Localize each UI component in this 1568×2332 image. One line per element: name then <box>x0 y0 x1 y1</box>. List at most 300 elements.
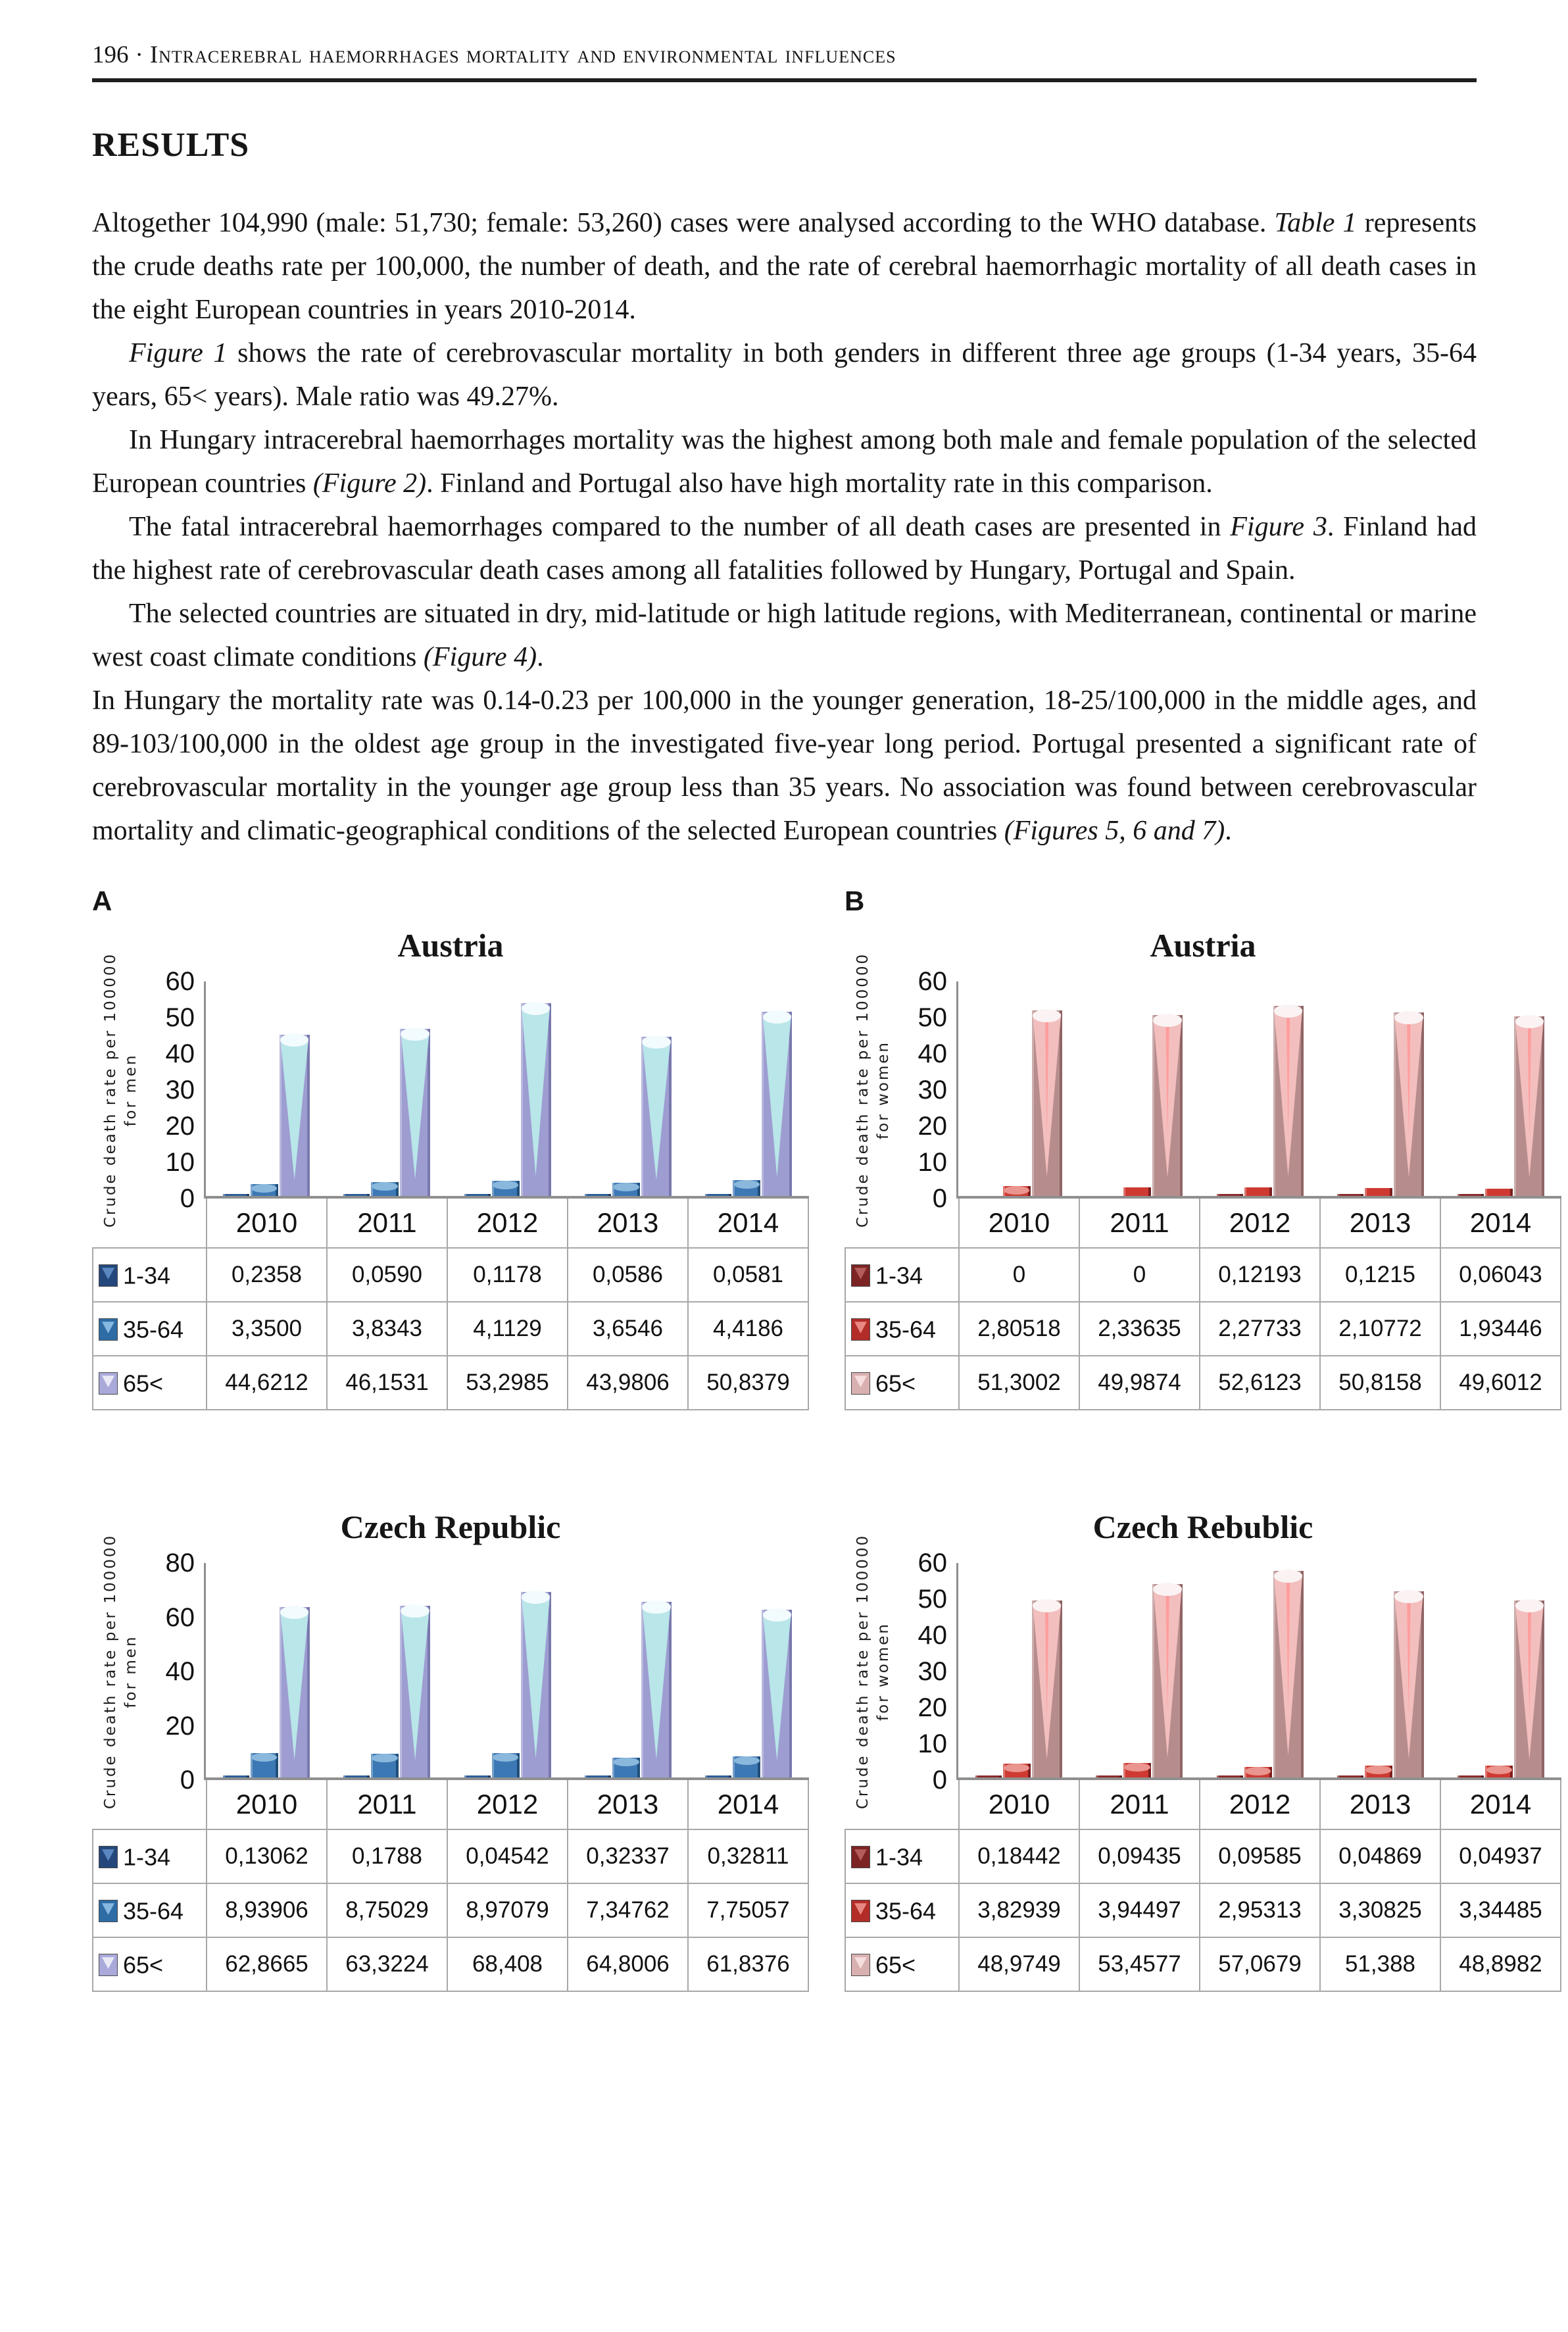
bar-cap <box>613 1183 639 1191</box>
value-cell-1-34-2012: 0,09585 <box>1200 1829 1320 1883</box>
data-table <box>845 1199 1561 1410</box>
bar-35-64-2011 <box>371 1754 399 1777</box>
legend-marker-icon <box>851 1900 870 1922</box>
bar-cap <box>1486 1766 1512 1774</box>
value-cell-35-64-2013: 3,30825 <box>1320 1883 1440 1937</box>
bar-65<-2013 <box>1394 1591 1424 1777</box>
x-axis-years <box>845 1199 1561 1248</box>
x-tick-label: 2011 <box>327 1780 447 1829</box>
value-cell-65<-2014: 61,8376 <box>688 1937 808 1991</box>
paragraph: In Hungary intracerebral haemorrhages mortality was the highest among both male and female population of the selected European countries (Figure 2). Finland and Portugal also have high mortality rate in this comparison. <box>92 425 1477 499</box>
value-cell-1-34-2013: 0,32337 <box>568 1829 688 1883</box>
value-cell-65<-2011: 46,1531 <box>327 1356 447 1410</box>
value-cell-35-64-2013: 3,6546 <box>568 1302 688 1356</box>
bar-65<-2012 <box>521 1592 551 1777</box>
legend-marker-icon <box>99 1318 118 1341</box>
value-cell-35-64-2011: 3,94497 <box>1079 1883 1200 1937</box>
data-table <box>92 1199 809 1410</box>
bar-highlight <box>401 1609 429 1760</box>
bar-cap <box>1274 1005 1302 1018</box>
bar-65<-2010 <box>280 1035 310 1196</box>
bar-cap <box>1365 1766 1391 1774</box>
bar-cap <box>1515 1599 1544 1612</box>
series-name: 65< <box>875 1370 916 1397</box>
y-axis-label: Crude death rate per 100000 for men <box>102 1533 139 1810</box>
y-tick-label: 60 <box>165 1602 195 1632</box>
bar-1-34-2010 <box>975 1775 1002 1777</box>
value-cell-1-34-2014: 0,06043 <box>1440 1248 1561 1302</box>
chart-panel-czech-men <box>92 1508 809 1992</box>
value-cell-35-64-2010: 8,93906 <box>207 1883 327 1937</box>
bar-highlight <box>642 1605 670 1760</box>
value-cell-35-64-2013: 2,10772 <box>1320 1302 1440 1356</box>
plot-area <box>956 1563 1561 1780</box>
bar-group-2010 <box>206 981 326 1196</box>
series-label-cell <box>93 1248 207 1302</box>
y-axis-ticks <box>902 1549 956 1795</box>
bar-35-64-2012 <box>1244 1767 1272 1777</box>
value-cell-35-64-2010: 2,80518 <box>959 1302 1079 1356</box>
chart-title: Austria <box>1150 927 1256 964</box>
value-cell-65<-2013: 50,8158 <box>1320 1356 1440 1410</box>
bar-35-64-2012 <box>492 1181 520 1196</box>
bar-35-64-2011 <box>1123 1187 1151 1196</box>
bar-35-64-2010 <box>1003 1186 1031 1196</box>
table-row-35-64 <box>845 1302 1561 1356</box>
value-cell-35-64-2013: 7,34762 <box>568 1883 688 1937</box>
bar-65<-2010 <box>1032 1010 1062 1196</box>
value-cell-1-34-2010: 0,2358 <box>207 1248 327 1302</box>
series-label-cell <box>845 1356 959 1410</box>
bar-1-34-2014 <box>705 1775 731 1777</box>
bar-cap <box>613 1758 639 1766</box>
bar-35-64-2011 <box>1123 1763 1151 1777</box>
bar-1-34-2011 <box>343 1775 370 1777</box>
value-cell-65<-2012: 57,0679 <box>1200 1937 1320 1991</box>
bar-highlight <box>522 1595 550 1758</box>
x-tick-label: 2010 <box>959 1780 1079 1829</box>
bar-35-64-2013 <box>1365 1188 1392 1196</box>
bar-35-64-2012 <box>1244 1187 1272 1196</box>
bar-1-34-2010 <box>223 1194 249 1196</box>
bar-35-64-2010 <box>251 1184 278 1196</box>
page-content <box>92 0 1542 1992</box>
bar-cap <box>1245 1767 1271 1775</box>
bar-group-2011 <box>326 981 447 1196</box>
bar-group-2013 <box>568 981 688 1196</box>
bar-35-64-2014 <box>1485 1766 1513 1777</box>
series-name: 35-64 <box>123 1897 184 1925</box>
bar-cap <box>1004 1186 1029 1195</box>
bar-1-34-2014 <box>1458 1775 1484 1777</box>
y-tick-label: 40 <box>918 1039 947 1068</box>
x-tick-label: 2012 <box>1200 1199 1320 1248</box>
value-cell-1-34-2014: 0,04937 <box>1440 1829 1561 1883</box>
x-tick-label: 2011 <box>1079 1780 1200 1829</box>
y-tick-label: 50 <box>918 1585 947 1614</box>
bar-cap <box>372 1182 397 1191</box>
series-name: 1-34 <box>875 1262 923 1289</box>
value-cell-1-34-2012: 0,04542 <box>447 1829 568 1883</box>
bar-65<-2014 <box>1514 1016 1544 1196</box>
series-label-cell <box>845 1302 959 1356</box>
value-cell-65<-2014: 48,8982 <box>1440 1937 1561 1991</box>
series-label-cell <box>93 1302 207 1356</box>
value-cell-35-64-2014: 3,34485 <box>1440 1883 1561 1937</box>
x-tick-label: 2014 <box>1440 1199 1561 1248</box>
bar-group-2011 <box>1079 1563 1199 1777</box>
bar-cap <box>1153 1583 1181 1596</box>
data-table <box>92 1780 809 1992</box>
figure-column-b <box>845 885 1561 1992</box>
x-axis-years <box>845 1780 1561 1829</box>
table-row-35-64 <box>845 1883 1561 1937</box>
value-cell-35-64-2014: 7,75057 <box>688 1883 808 1937</box>
x-tick-label: 2013 <box>1320 1780 1440 1829</box>
bar-35-64-2013 <box>612 1758 640 1777</box>
plot-area <box>204 981 809 1199</box>
bar-highlight <box>280 1038 308 1180</box>
value-cell-65<-2010: 51,3002 <box>959 1356 1079 1410</box>
y-tick-label: 20 <box>165 1112 195 1141</box>
bar-1-34-2014 <box>705 1194 731 1196</box>
y-tick-label: 0 <box>180 1184 195 1213</box>
series-name: 35-64 <box>875 1316 937 1343</box>
value-cell-35-64-2011: 8,75029 <box>327 1883 447 1937</box>
series-label-cell <box>845 1883 959 1937</box>
bar-group-2010 <box>206 1563 326 1777</box>
running-head-title: Intracerebral haemorrhages mortality and environmental influences <box>149 41 896 68</box>
x-tick-label: 2011 <box>1079 1199 1200 1248</box>
y-tick-label: 0 <box>932 1184 947 1213</box>
bar-35-64-2013 <box>612 1183 640 1196</box>
x-tick-label: 2010 <box>207 1199 327 1248</box>
bar-1-34-2012 <box>464 1775 491 1777</box>
bar-highlight <box>763 1015 791 1177</box>
value-cell-1-34-2011: 0,1788 <box>327 1829 447 1883</box>
value-cell-1-34-2011: 0 <box>1079 1248 1200 1302</box>
y-tick-label: 40 <box>918 1621 947 1650</box>
bar-65<-2014 <box>1514 1600 1544 1777</box>
bar-group-2013 <box>1320 1563 1440 1777</box>
value-cell-35-64-2010: 3,3500 <box>207 1302 327 1356</box>
value-cell-1-34-2014: 0,32811 <box>688 1829 808 1883</box>
bar-65<-2013 <box>641 1602 672 1777</box>
panel-label-b: B <box>845 885 865 916</box>
bar-group-2013 <box>1320 981 1440 1196</box>
bar-cap <box>280 1033 308 1047</box>
table-row-65< <box>845 1937 1561 1991</box>
bar-group-2012 <box>1200 1563 1320 1777</box>
value-cell-1-34-2010: 0,13062 <box>207 1829 327 1883</box>
bar-group-2012 <box>1200 981 1320 1196</box>
bar-35-64-2010 <box>1003 1764 1031 1777</box>
bar-group-2014 <box>689 981 809 1196</box>
value-cell-65<-2014: 49,6012 <box>1440 1356 1561 1410</box>
header-separator: · <box>135 41 143 68</box>
value-cell-1-34-2010: 0 <box>959 1248 1079 1302</box>
y-axis-ticks <box>902 967 956 1213</box>
paragraph: Altogether 104,990 (male: 51,730; female: 53,260) cases were analysed according to the WHO database. Table 1 represents the crude deaths rate per 100,000, the number of death, and the rate of cerebral haemorrhagic mortality of all death cases in the eight European countries in years 2010-2014. <box>92 208 1477 325</box>
value-cell-1-34-2014: 0,0581 <box>688 1248 808 1302</box>
section-heading: RESULTS <box>92 126 250 164</box>
bar-group-2012 <box>447 981 568 1196</box>
x-tick-label: 2014 <box>1440 1780 1561 1829</box>
series-name: 1-34 <box>875 1843 923 1871</box>
table-row-65< <box>93 1937 808 1991</box>
figure-column-a <box>92 885 809 1992</box>
y-tick-label: 50 <box>918 1003 947 1032</box>
value-cell-65<-2014: 50,8379 <box>688 1356 808 1410</box>
value-cell-35-64-2014: 4,4186 <box>688 1302 808 1356</box>
y-axis-label: Crude death rate per 100000 for women <box>854 1533 892 1810</box>
x-tick-label: 2010 <box>959 1199 1079 1248</box>
table-row-35-64 <box>93 1883 808 1937</box>
value-cell-1-34-2013: 0,0586 <box>568 1248 688 1302</box>
series-label-cell <box>93 1356 207 1410</box>
x-axis-years <box>93 1780 808 1829</box>
bar-cap <box>1033 1009 1061 1022</box>
legend-marker-icon <box>851 1318 870 1341</box>
bar-cap <box>493 1181 518 1189</box>
bar-35-64-2014 <box>733 1180 760 1196</box>
bar-65<-2011 <box>400 1029 430 1196</box>
x-tick-label: 2014 <box>688 1199 808 1248</box>
y-tick-label: 10 <box>918 1148 947 1177</box>
y-axis-ticks <box>150 967 204 1213</box>
series-label-cell <box>93 1883 207 1937</box>
chart-title: Austria <box>397 927 504 964</box>
value-cell-65<-2013: 51,388 <box>1320 1937 1440 1991</box>
chart-title: Czech Republic <box>340 1508 561 1545</box>
series-name: 35-64 <box>123 1316 184 1343</box>
series-label-cell <box>845 1829 959 1883</box>
x-tick-label: 2014 <box>688 1780 808 1829</box>
paragraph: The selected countries are situated in dry, mid-latitude or high latitude regions, with Mediterranean, continental or marine west coast climate conditions (Figure 4). <box>92 599 1477 672</box>
value-cell-35-64-2012: 4,1129 <box>447 1302 568 1356</box>
legend-marker-icon <box>99 1846 118 1868</box>
bar-highlight <box>401 1032 429 1179</box>
value-cell-35-64-2014: 1,93446 <box>1440 1302 1561 1356</box>
x-tick-label: 2011 <box>327 1199 447 1248</box>
bar-35-64-2010 <box>251 1753 278 1777</box>
bar-1-34-2012 <box>464 1194 491 1196</box>
bar-65<-2012 <box>1273 1571 1304 1777</box>
bar-group-2011 <box>1079 981 1199 1196</box>
bar-cap <box>642 1600 670 1614</box>
bar-cap <box>734 1756 760 1765</box>
x-tick-label: 2010 <box>207 1780 327 1829</box>
y-tick-label: 80 <box>165 1549 195 1577</box>
y-tick-label: 20 <box>918 1693 947 1722</box>
y-tick-label: 10 <box>165 1148 195 1177</box>
series-name: 65< <box>123 1370 164 1397</box>
bar-65<-2011 <box>1152 1015 1183 1196</box>
results-paragraphs <box>92 201 1477 853</box>
bar-65<-2013 <box>641 1037 672 1196</box>
bar-cap <box>251 1753 277 1762</box>
paragraph: In Hungary the mortality rate was 0.14-0.23 per 100,000 in the younger generation, 18-25/100,000 in the middle ages, and 89-103/100,000 in the oldest age group in the investigated five-year long period. Portugal presented a significant rate of cerebrovascular mortality in the younger age group less than 35 years. No association was found between cerebrovascular mortality and climatic-geographical conditions of the selected European countries (Figures 5, 6 and 7). <box>92 685 1477 846</box>
figure-grid <box>92 885 1542 1992</box>
bar-35-64-2014 <box>733 1756 760 1777</box>
series-label-cell <box>93 1937 207 1991</box>
bar-1-34-2010 <box>223 1775 249 1777</box>
bar-group-2011 <box>326 1563 447 1777</box>
series-name: 35-64 <box>875 1897 937 1925</box>
header-rule <box>92 78 1477 82</box>
y-tick-label: 60 <box>165 967 195 996</box>
y-tick-label: 40 <box>165 1039 195 1068</box>
value-cell-65<-2012: 53,2985 <box>447 1356 568 1410</box>
value-cell-35-64-2012: 2,95313 <box>1200 1883 1320 1937</box>
page-number: 196 <box>92 41 129 68</box>
y-tick-label: 30 <box>918 1076 947 1104</box>
panel-label-a: A <box>92 885 112 916</box>
value-cell-1-34-2013: 0,04869 <box>1320 1829 1440 1883</box>
y-tick-label: 10 <box>918 1729 947 1758</box>
bar-1-34-2013 <box>1337 1194 1363 1196</box>
value-cell-35-64-2011: 3,8343 <box>327 1302 447 1356</box>
x-axis-years <box>93 1199 808 1248</box>
value-cell-35-64-2012: 8,97079 <box>447 1883 568 1937</box>
series-name: 1-34 <box>123 1843 171 1871</box>
bar-cap <box>763 1608 791 1622</box>
legend-marker-icon <box>99 1954 118 1976</box>
bar-65<-2010 <box>280 1607 310 1777</box>
legend-marker-icon <box>99 1264 118 1287</box>
bar-highlight <box>642 1040 670 1180</box>
y-tick-label: 30 <box>165 1076 195 1104</box>
bar-cap <box>372 1754 397 1762</box>
bar-cap <box>1004 1764 1029 1772</box>
bar-1-34-2013 <box>585 1194 611 1196</box>
bar-65<-2014 <box>762 1610 792 1777</box>
value-cell-65<-2010: 48,9749 <box>959 1937 1079 1991</box>
value-cell-1-34-2011: 0,0590 <box>327 1248 447 1302</box>
bar-35-64-2013 <box>1365 1766 1392 1777</box>
chart-panel-austria-men <box>92 926 809 1410</box>
y-tick-label: 0 <box>180 1766 195 1795</box>
bar-cap <box>522 1002 550 1015</box>
bar-65<-2012 <box>521 1003 551 1196</box>
x-tick-label: 2013 <box>568 1780 688 1829</box>
value-cell-65<-2010: 44,6212 <box>207 1356 327 1410</box>
bar-1-34-2011 <box>343 1194 370 1196</box>
value-cell-35-64-2010: 3,82939 <box>959 1883 1079 1937</box>
bar-group-2010 <box>958 1563 1079 1777</box>
table-row-1-34 <box>93 1248 808 1302</box>
bar-1-34-2013 <box>1337 1775 1363 1777</box>
bar-35-64-2012 <box>492 1753 520 1777</box>
value-cell-1-34-2011: 0,09435 <box>1079 1829 1200 1883</box>
value-cell-65<-2010: 62,8665 <box>207 1937 327 1991</box>
bar-highlight <box>763 1613 791 1760</box>
bar-65<-2011 <box>400 1606 430 1777</box>
bar-cap <box>493 1753 518 1762</box>
series-label-cell <box>845 1248 959 1302</box>
bar-65<-2014 <box>762 1012 792 1196</box>
running-head <box>92 0 1477 69</box>
bar-65<-2011 <box>1152 1584 1183 1777</box>
value-cell-65<-2011: 63,3224 <box>327 1937 447 1991</box>
bar-highlight <box>522 1006 550 1176</box>
paragraph: The fatal intracerebral haemorrhages compared to the number of all death cases are presented in Figure 3. Finland had the highest rate of cerebrovascular death cases among all fatalities followed by Hungary, Portugal and Spain. <box>92 512 1477 585</box>
plot-area <box>204 1563 809 1780</box>
bar-cap <box>401 1028 429 1041</box>
bar-group-2014 <box>689 1563 809 1777</box>
y-tick-label: 20 <box>165 1711 195 1741</box>
value-cell-1-34-2012: 0,1178 <box>447 1248 568 1302</box>
bar-1-34-2014 <box>1458 1194 1484 1196</box>
plot-area <box>956 981 1561 1199</box>
x-tick-label: 2012 <box>1200 1780 1320 1829</box>
legend-marker-icon <box>851 1954 870 1976</box>
x-tick-label: 2013 <box>568 1199 688 1248</box>
bar-group-2014 <box>1441 1563 1561 1777</box>
table-row-35-64 <box>93 1302 808 1356</box>
value-cell-65<-2013: 64,8006 <box>568 1937 688 1991</box>
y-tick-label: 0 <box>932 1766 947 1795</box>
table-row-1-34 <box>845 1829 1561 1883</box>
bar-35-64-2011 <box>371 1182 399 1196</box>
bar-cap <box>1033 1599 1061 1612</box>
bar-group-2010 <box>958 981 1079 1196</box>
value-cell-1-34-2010: 0,18442 <box>959 1829 1079 1883</box>
bar-group-2012 <box>447 1563 568 1777</box>
bar-65<-2010 <box>1032 1600 1062 1777</box>
bar-group-2014 <box>1441 981 1561 1196</box>
value-cell-1-34-2012: 0,12193 <box>1200 1248 1320 1302</box>
series-label-cell <box>845 1937 959 1991</box>
legend-marker-icon <box>851 1264 870 1287</box>
value-cell-65<-2011: 53,4577 <box>1079 1937 1200 1991</box>
y-axis-label: Crude death rate per 100000 for men <box>102 952 139 1228</box>
bar-1-34-2012 <box>1217 1775 1243 1777</box>
bar-cap <box>1124 1763 1150 1772</box>
bar-65<-2012 <box>1273 1006 1304 1196</box>
bar-cap <box>642 1035 670 1049</box>
x-tick-label: 2012 <box>447 1199 568 1248</box>
table-row-65< <box>845 1356 1561 1410</box>
y-tick-label: 60 <box>918 1549 947 1577</box>
y-tick-label: 40 <box>165 1657 195 1686</box>
table-row-1-34 <box>93 1829 808 1883</box>
series-label-cell <box>93 1829 207 1883</box>
series-name: 1-34 <box>123 1262 171 1289</box>
legend-marker-icon <box>99 1900 118 1922</box>
chart-panel-austria-women <box>845 926 1561 1410</box>
bar-cap <box>734 1180 760 1189</box>
bar-1-34-2013 <box>585 1775 611 1777</box>
y-axis-label: Crude death rate per 100000 for women <box>854 952 892 1228</box>
value-cell-35-64-2011: 2,33635 <box>1079 1302 1200 1356</box>
legend-marker-icon <box>99 1372 118 1395</box>
bar-cap <box>401 1604 429 1618</box>
value-cell-65<-2013: 43,9806 <box>568 1356 688 1410</box>
x-tick-label: 2013 <box>1320 1199 1440 1248</box>
bar-cap <box>280 1606 308 1619</box>
data-table <box>845 1780 1561 1992</box>
value-cell-1-34-2013: 0,1215 <box>1320 1248 1440 1302</box>
table-row-1-34 <box>845 1248 1561 1302</box>
legend-marker-icon <box>851 1372 870 1395</box>
bar-65<-2013 <box>1394 1012 1424 1196</box>
bar-group-2013 <box>568 1563 688 1777</box>
y-tick-label: 60 <box>918 967 947 996</box>
table-row-65< <box>93 1356 808 1410</box>
bar-cap <box>251 1184 277 1193</box>
series-name: 65< <box>875 1951 916 1979</box>
